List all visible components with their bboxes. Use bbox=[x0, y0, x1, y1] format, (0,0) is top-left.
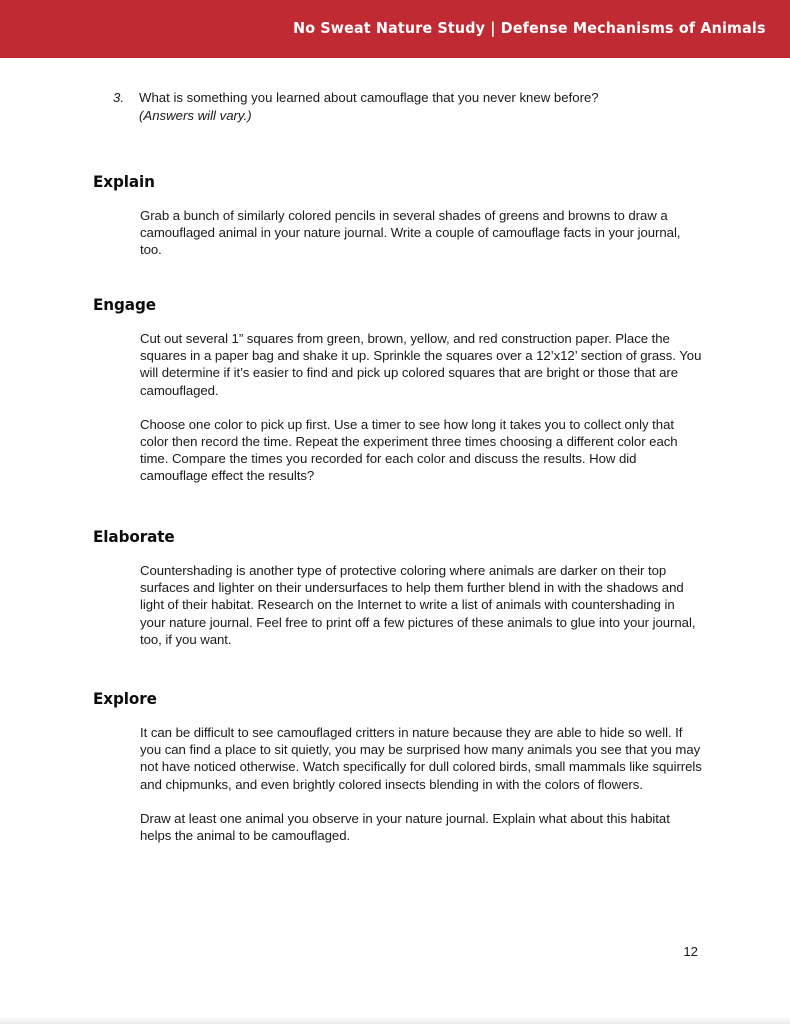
page-number: 12 bbox=[683, 944, 698, 959]
section-heading-engage: Engage bbox=[93, 295, 156, 314]
section-body-engage bbox=[140, 330, 702, 485]
section-body-elaborate bbox=[140, 562, 702, 648]
question-number: 3. bbox=[113, 90, 124, 105]
page-bottom-edge bbox=[0, 1016, 790, 1024]
section-body-explore bbox=[140, 724, 702, 844]
answer-note: (Answers will vary.) bbox=[139, 108, 252, 123]
question-text: What is something you learned about camouflage that you never knew before? bbox=[139, 90, 599, 105]
paragraph: It can be difficult to see camouflaged critters in nature because they are able to hide so well. If you can find a place to sit quietly, you may be surprised how many animals you see that you may not have noticed otherwise. Watch specifically for dull colored birds, small mammals like squirrels and chipmunks, and even brightly colored insects blending in with the colors of flowers. bbox=[140, 725, 702, 792]
paragraph: Draw at least one animal you observe in your nature journal. Explain what about this habitat helps the animal to be camouflaged. bbox=[140, 810, 670, 844]
question-text-wrapper bbox=[139, 89, 599, 125]
paragraph: Choose one color to pick up first. Use a timer to see how long it takes you to collect only that color then record the time. Repeat the experiment three times choosing a different color each time. Compare the times you recorded for each color and discuss the results. How did camouflage effect the results? bbox=[140, 416, 678, 484]
header-title: No Sweat Nature Study | Defense Mechanisms of Animals bbox=[293, 19, 766, 38]
section-heading-elaborate: Elaborate bbox=[93, 527, 175, 546]
paragraph: Countershading is another type of protective coloring where animals are darker on their top surfaces and lighter on their undersurfaces to help them further blend in with the shadows and light of their habitat. Research on the Internet to write a list of animals with countershading in your nature journal. Feel free to print off a few pictures of these animals to glue into your journal, too, if you want. bbox=[140, 563, 696, 647]
question-item-3 bbox=[113, 89, 703, 125]
section-heading-explore: Explore bbox=[93, 689, 157, 708]
section-body-explain bbox=[140, 207, 702, 259]
paragraph: Grab a bunch of similarly colored pencils in several shades of greens and browns to draw a camouflaged animal in your nature journal. Write a couple of camouflage facts in your journal, too. bbox=[140, 208, 681, 258]
page-header-banner bbox=[0, 0, 790, 58]
section-heading-explain: Explain bbox=[93, 172, 155, 191]
paragraph: Cut out several 1” squares from green, brown, yellow, and red construction paper. Place the squares in a paper bag and shake it up. Sprinkle the squares over a 12’x12’ section of grass. You will determine if it’s easier to find and pick up colored squares that are bright or those that are camouflaged. bbox=[140, 331, 702, 398]
